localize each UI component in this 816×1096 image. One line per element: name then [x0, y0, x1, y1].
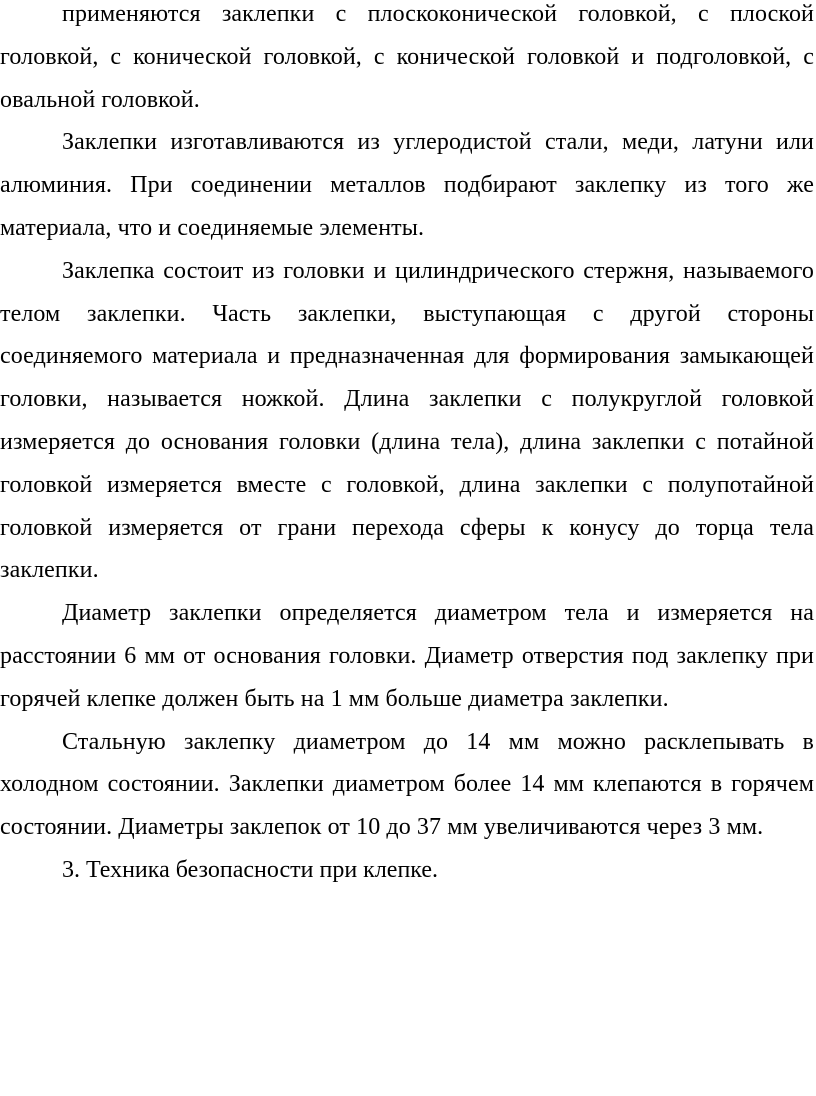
section-heading-safety: 3. Техника безопасности при клепке. [62, 856, 439, 883]
paragraph-rivet-structure: Заклепка состоит из головки и цилиндрического стержня, называемого телом заклепки. Часть заклепки, выступающая с другой стороны соединяемого материала и предназначенная для формирования замыкающей головки, называется ножкой. Длина заклепки с полукруглой головкой измеряется до основания головки (длина тела), длина заклепки с потайной головкой измеряется вместе с головкой, длина заклепки с полупотайной головкой измеряется от грани перехода сферы к конусу до торца тела заклепки. [0, 257, 814, 584]
paragraph-rivet-head-types: применяются заклепки с плоскоконической головкой, с плоской головкой, с конической головкой, с конической головкой и подголовкой, с овальной головкой. [0, 1, 814, 113]
paragraph-rivet-materials: Заклепки изготавливаются из углеродистой стали, меди, латуни или алюминия. При соединении металлов подбирают заклепку из того же материала, что и соединяемые элементы. [0, 129, 814, 241]
paragraph-steel-rivet-riveting: Стальную заклепку диаметром до 14 мм можно расклепывать в холодном состоянии. Заклепки диаметром более 14 мм клепаются в горячем состоянии. Диаметры заклепок от 10 до 37 мм увеличиваются через 3 мм. [0, 728, 814, 841]
paragraph-rivet-diameter: Диаметр заклепки определяется диаметром тела и измеряется на расстоянии 6 мм от основания головки. Диаметр отверстия под заклепку при горячей клепке должен быть на 1 мм больше диаметра заклепки. [0, 600, 814, 712]
